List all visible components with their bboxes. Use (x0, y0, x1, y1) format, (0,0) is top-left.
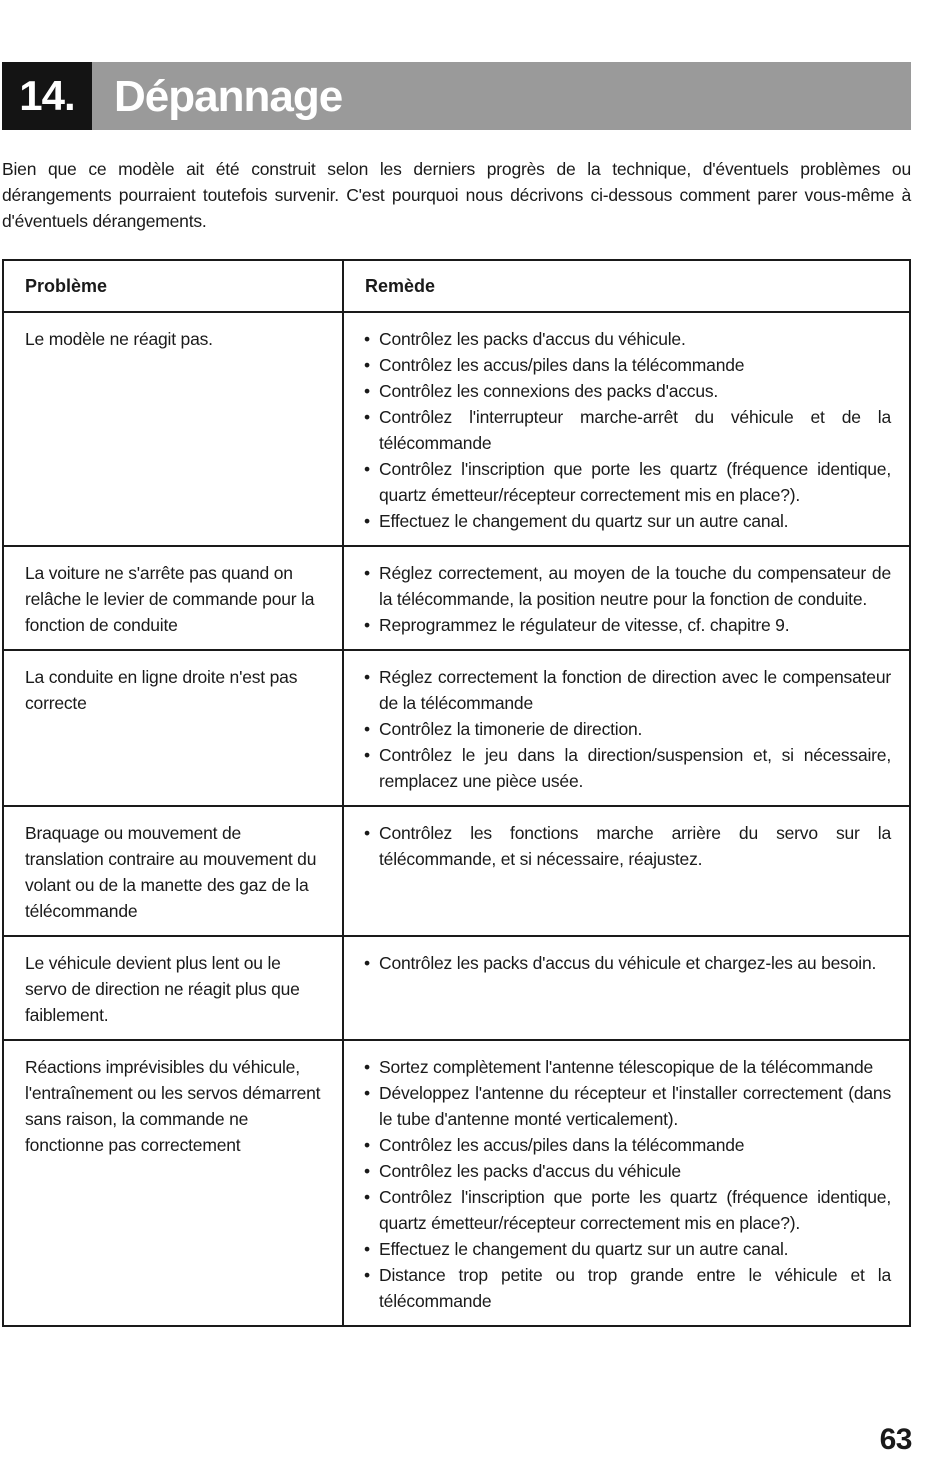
remedy-list (364, 664, 891, 794)
remedy-item: • Contrôlez l'interrupteur marche-arrêt du véhicule et de la télécommande (364, 404, 891, 456)
remedy-cell (343, 806, 910, 936)
remedy-item: • Développez l'antenne du récepteur et l'installer correctement (dans le tube d'antenne monté verticalement). (364, 1080, 891, 1132)
remedy-item: • Contrôlez les packs d'accus du véhicule. (364, 326, 891, 352)
table-row (3, 546, 910, 650)
remedy-item: • Sortez complètement l'antenne télescopique de la télécommande (364, 1054, 891, 1080)
remedy-list (364, 326, 891, 534)
remedy-cell (343, 546, 910, 650)
problem-cell: Le véhicule devient plus lent ou le servo de direction ne réagit plus que faiblement. (3, 936, 343, 1040)
page-number: 63 (879, 1423, 912, 1456)
problem-cell: Braquage ou mouvement de translation contraire au mouvement du volant ou de la manette des gaz de la télécommande (3, 806, 343, 936)
remedy-cell (343, 936, 910, 1040)
remedy-list (364, 560, 891, 638)
remedy-item: • Contrôlez les packs d'accus du véhicule (364, 1158, 891, 1184)
problem-cell: La conduite en ligne droite n'est pas correcte (3, 650, 343, 806)
table-row (3, 806, 910, 936)
remedy-item: • Contrôlez les accus/piles dans la télécommande (364, 352, 891, 378)
remedy-list (364, 820, 891, 872)
remedy-item: • Distance trop petite ou trop grande entre le véhicule et la télécommande (364, 1262, 891, 1314)
remedy-item: • Contrôlez le jeu dans la direction/suspension et, si nécessaire, remplacez une pièce usée. (364, 742, 891, 794)
intro-paragraph: Bien que ce modèle ait été construit selon les derniers progrès de la technique, d'éventuels problèmes ou dérangements pourraient toutefois survenir. C'est pourquoi nous décrivons ci-dessous comment parer vous-même à d'éventuels dérangements. (2, 159, 911, 231)
problem-cell: La voiture ne s'arrête pas quand on relâche le levier de commande pour la fonction de conduite (3, 546, 343, 650)
remedy-list (364, 1054, 891, 1314)
remedy-list (364, 950, 891, 976)
table-row (3, 312, 910, 546)
troubleshooting-table (2, 259, 911, 1327)
problem-cell: Le modèle ne réagit pas. (3, 312, 343, 546)
remedy-cell (343, 650, 910, 806)
remedy-item: • Contrôlez les fonctions marche arrière du servo sur la télécommande, et si nécessaire, réajustez. (364, 820, 891, 872)
table-header-row (3, 260, 910, 312)
remedy-item: • Réglez correctement la fonction de direction avec le compensateur de la télécommande (364, 664, 891, 716)
remedy-item: • Effectuez le changement du quartz sur un autre canal. (364, 1236, 891, 1262)
table-row (3, 650, 910, 806)
header-problem: Problème (3, 260, 343, 312)
problem-cell: Réactions imprévisibles du véhicule, l'entraînement ou les servos démarrent sans raison, la commande ne fonctionne pas correctement (3, 1040, 343, 1326)
remedy-item: • Contrôlez l'inscription que porte les quartz (fréquence identique, quartz émetteur/récepteur correctement mis en place?). (364, 456, 891, 508)
chapter-title: Dépannage (114, 72, 343, 121)
table-row (3, 1040, 910, 1326)
remedy-item: • Réglez correctement, au moyen de la touche du compensateur de la télécommande, la position neutre pour la fonction de conduite. (364, 560, 891, 612)
remedy-cell (343, 312, 910, 546)
remedy-item: • Effectuez le changement du quartz sur un autre canal. (364, 508, 891, 534)
remedy-item: • Contrôlez les accus/piles dans la télécommande (364, 1132, 891, 1158)
chapter-number: 14. (2, 62, 92, 130)
remedy-item: • Reprogrammez le régulateur de vitesse, cf. chapitre 9. (364, 612, 891, 638)
chapter-header (2, 62, 911, 130)
remedy-item: • Contrôlez la timonerie de direction. (364, 716, 891, 742)
table-row (3, 936, 910, 1040)
remedy-item: • Contrôlez les packs d'accus du véhicule et chargez-les au besoin. (364, 950, 891, 976)
remedy-item: • Contrôlez les connexions des packs d'accus. (364, 378, 891, 404)
header-remedy: Remède (343, 260, 910, 312)
remedy-cell (343, 1040, 910, 1326)
remedy-item: • Contrôlez l'inscription que porte les quartz (fréquence identique, quartz émetteur/récepteur correctement mis en place?). (364, 1184, 891, 1236)
